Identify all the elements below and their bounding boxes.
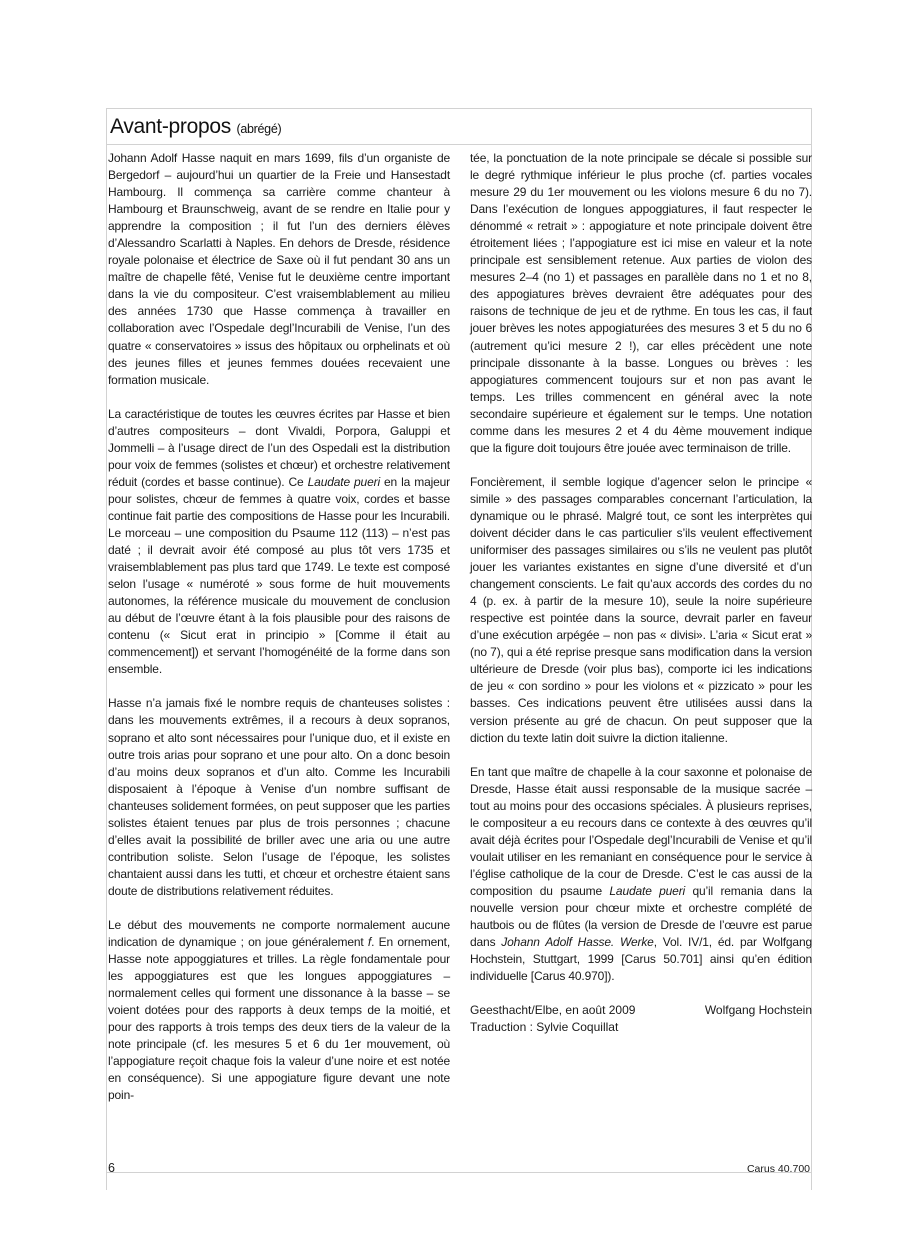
- title-bar: [106, 108, 812, 144]
- paragraph: Johann Adolf Hasse naquit en mars 1699, fils d’un organiste de Bergedorf – aujourd’hui un quartier de la Freie und Hansestadt Hambourg. Il commença sa carrière comme chanteur à Hambourg et Braunschweig, avant de se rendre en Italie pour y apprendre la composition ; il fut l’un des derniers élèves d’Alessandro Scarlatti à Naples. En dehors de Dresde, résidence royale polonaise et électrice de Saxe où il fut pendant 30 ans un maître de chapelle fêté, Venise fut le deuxième centre important dans la vie du compositeur. C’est vraisemblablement au milieu des années 1730 que Hasse commença à travailler en collaboration avec l’Ospedale degl’Incurabili de Venise, l’un des quatre « conservatoires » issus des hôpitaux ou orphelinats et où des jeunes filles et jeunes femmes douées recevaient une formation musicale.: [108, 151, 450, 387]
- translation-credit: Traduction : Sylvie Coquillat: [470, 1020, 619, 1035]
- author-name: Wolfgang Hochstein: [704, 1003, 812, 1018]
- paragraph: La caractéristique de toutes les œuvres écrites par Hasse et bien d’autres compositeurs – dont Vivaldi, Porpora, Galuppi et Jommelli – à l’usage direct de l’un des Ospedali est la distribution pour voix de femmes (solistes et chœur) et orchestre relativement réduit (cordes et basse continue). Ce Laudate pueri en la majeur pour solistes, chœur de femmes à quatre voix, cordes et basse continue fait partie des compositions de Hasse pour les Incurabili. Le morceau – une composition du Psaume 112 (113) – n’est pas daté ; il devrait avoir été composé au plus tôt vers 1735 et vraisemblablement pas plus tard que 1749. Le texte est composé selon l’usage « numéroté » sous forme de huit mouvements autonomes, la référence musicale du mouvement de conclusion au début de l’œuvre étant à la fois plausible pour des raisons de contenu (« Sicut erat in principio » [Comme il était au commencement]) et servant l’homogénéité de la forme dans son ensemble.: [108, 406, 451, 677]
- paragraph: Le début des mouvements ne comporte normalement aucune indication de dynamique ; on joue généralement f. En ornement, Hasse note appoggiatures et trilles. La règle fondamentale pour les appoggiatures est que les longues appoggiatures – normalement celles qui forment une dissonance à la basse – se voient dotées pour des rapports à deux temps de la moitié, et pour des rapports à trois temps des deux tiers de la valeur de la note principale (cf. les mesures 5 et 6 du 1er mouvement, où l’appogiature reçoit chaque fois la valeur d’une noire et est notée en conséquence). Si une appogiature figure devant une note poin-: [108, 917, 450, 1103]
- page-title: Avant-propos (abrégé): [110, 115, 282, 138]
- signature-line: [470, 1002, 812, 1019]
- paragraph: En tant que maître de chapelle à la cour saxonne et polonaise de Dresde, Hasse était aussi responsable de la musique sacrée – tout au moins pour des occasions spéciales. À plusieurs reprises, le compositeur a eu recours dans ce contexte à des œuvres qu’il avait déjà écrites pour l’Ospedale degl’Incurabili de Venise et qu’il voulait utiliser en les remaniant en conséquence pour le service à l’église catholique de la cour de Dresde. C’est le cas aussi de la composition du psaume Laudate pueri qu’il remania dans la nouvelle version pour chœur mixte et orchestre complété de hautbois ou de flûtes (la version de Dresde de l’œuvre est parue dans Johann Adolf Hasse. Werke, Vol. IV/1, éd. par Wolfgang Hochstein, Stuttgart, 1999 [Carus 50.701] ainsi qu’en édition individuelle [Carus 40.970]).: [470, 764, 812, 984]
- paragraph: Foncièrement, il semble logique d’agencer selon le principe « simile » des passages comparables concernant l’articulation, la dynamique ou le phrasé. Malgré tout, ce sont les interprètes qui doivent décider dans le cas particulier s’ils veulent effectivement uniformiser des passages similaires ou s’ils ne veulent pas plutôt jouer les variantes existantes en signe d’une diversité et d’un changement conscients. Le fait qu’aux accords des cordes du no 4 (p. ex. à partir de la mesure 10), seule la noire supérieure respective est pointée dans la source, devrait parler en faveur d’une exécution arpégée – non pas « divisi». L’aria « Sicut erat » (no 7), qui a été reprise presque sans modification dans la version ultérieure de Dresde (voir plus bas), comporte ici les indications de jeu « con sordino » pour les violons et « pizzicato » pour les basses. Ces indications peuvent être utilisées aussi dans la version présente au gré de chacun. On peut supposer que la diction du texte latin doit suivre la diction italienne.: [470, 474, 812, 745]
- page-subtitle: (abrégé): [236, 122, 282, 136]
- left-column: [108, 150, 450, 1121]
- page-number: 6: [108, 1161, 115, 1175]
- place-date: Geesthacht/Elbe, en août 2009: [470, 1003, 636, 1018]
- paragraph: Hasse n’a jamais fixé le nombre requis de chanteuses solistes : dans les mouvements extrêmes, il a recours à deux sopranos, soprano et alto sont nécessaires pour l’unique duo, et il existe en outre trois arias pour soprano et une pour alto. On a donc besoin d’au moins deux sopranos et d’un alto. Comme les Incurabili disposaient à l’époque à Venise d’un nombre suffisant de chanteuses solidement formées, on peut supposer que les parties solistes étaient tenues par plus de trois personnes ; chacune d’elles avait la possibilité de briller avec une aria ou une autre contribution soliste. Selon l’usage de l’époque, les solistes chantaient aussi dans les tutti, et chœur et orchestre étaient sans doute de distributions relativement réduites.: [108, 696, 450, 898]
- paragraph: tée, la ponctuation de la note principale se décale si possible sur le degré rythmique inférieur le plus proche (cf. parties vocales mesure 29 du 1er mouvement ou les violons mesure 6 du no 7). Dans l’exécution de longues appoggiatures, il faut respecter le dénommé « retrait » : appogiature et note principale doivent être étroitement liées ; l’appogiature est ici mise en valeur et la note principale est sensiblement retenue. Aux parties de violon des mesures 2–4 (no 1) et passages en parallèle dans no 1 et no 8, des appogiatures brèves devraient être adéquates pour des raisons de technique de jeu et de rythme. En tous les cas, il faut jouer brèves les notes appogiaturées des mesures 3 et 5 du no 6 (autrement qu’ici mesure 2 !), car elles précèdent une note principale dissonante à la basse. Longues ou brèves : les appogiatures commencent toujours sur et non pas avant le temps. Les trilles commencent en général avec la note secondaire supérieure et également sur le temps. Une notation comme dans les mesures 2 et 4 du 4ème mouvement indique que la figure doit toujours être jouée avec terminaison de trille.: [470, 151, 812, 455]
- right-column: [470, 150, 812, 1036]
- catalog-number: Carus 40.700: [746, 1163, 810, 1175]
